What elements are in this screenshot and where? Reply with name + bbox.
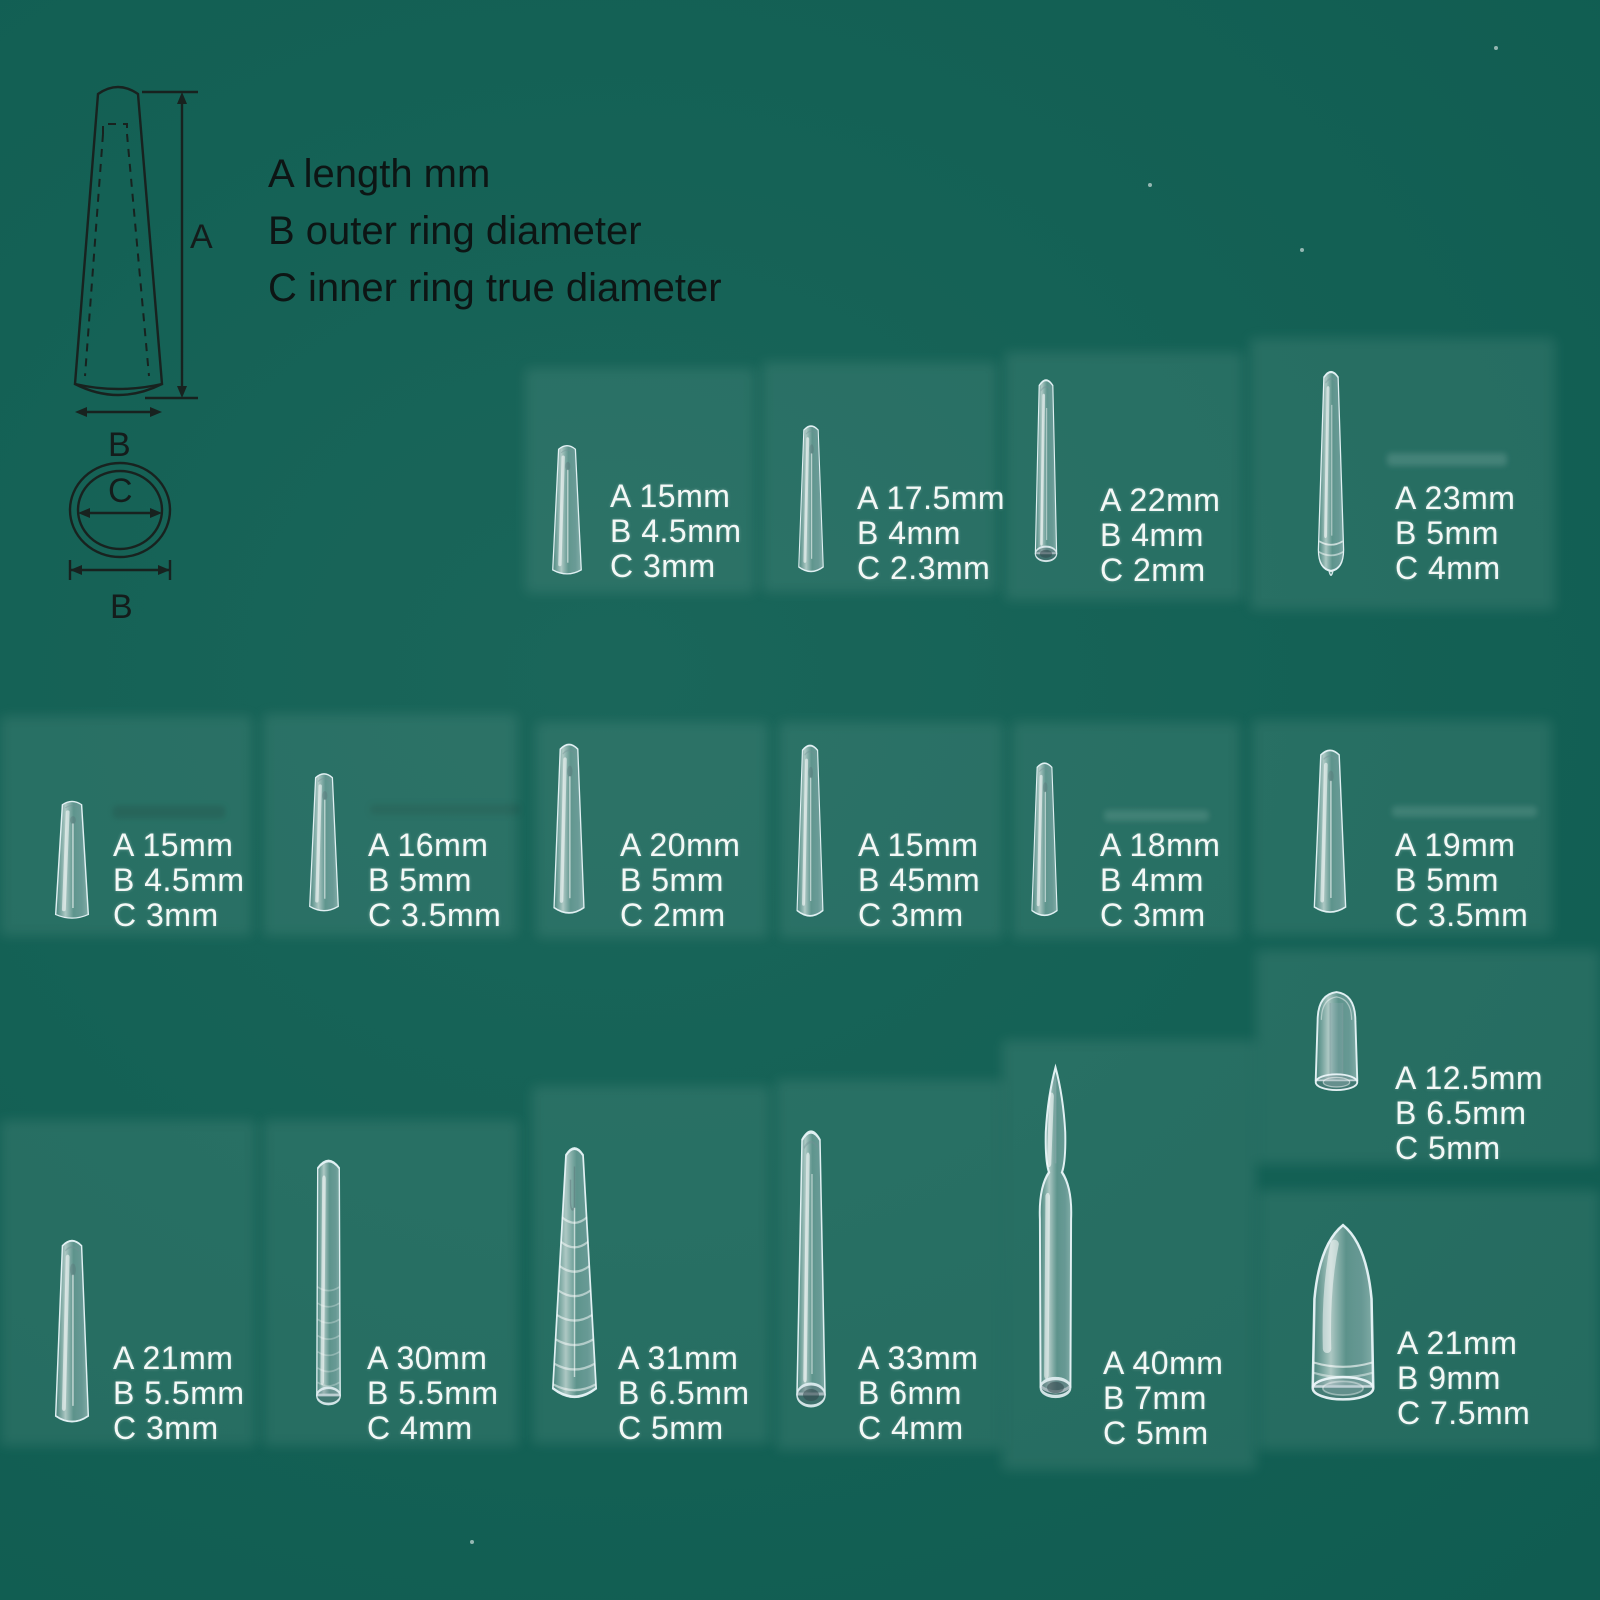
product-item <box>1252 720 1552 935</box>
product-item <box>1258 1190 1600 1450</box>
spec-outer: B 6.5mm <box>618 1375 750 1411</box>
spec-block <box>113 1341 245 1446</box>
spec-length: A 21mm <box>1397 1325 1518 1361</box>
product-item <box>1250 338 1555 610</box>
product-item <box>0 1120 256 1446</box>
spec-outer: B 5.5mm <box>367 1375 499 1411</box>
spec-block <box>113 828 245 933</box>
spec-block <box>610 479 742 584</box>
spec-outer: B 4mm <box>1100 862 1204 898</box>
spec-outer: B 5mm <box>620 862 724 898</box>
spec-inner: C 4mm <box>1395 550 1501 586</box>
tip-photo <box>1026 760 1063 919</box>
spec-inner: C 5mm <box>1103 1415 1209 1451</box>
spec-block <box>1395 828 1528 933</box>
spec-inner: C 5mm <box>1395 1130 1501 1166</box>
spec-length: A 16mm <box>368 827 489 863</box>
spec-length: A 17.5mm <box>857 480 1006 516</box>
spec-inner: C 3.5mm <box>1395 897 1529 933</box>
product-item <box>1005 352 1243 600</box>
product-item <box>263 714 517 936</box>
tip-photo <box>48 1237 96 1426</box>
spec-inner: C 3mm <box>113 897 219 933</box>
spec-outer: B 5mm <box>368 862 472 898</box>
diagram-label-b: B <box>108 426 131 464</box>
spec-inner: C 4mm <box>858 1410 964 1446</box>
spec-length: A 40mm <box>1103 1345 1224 1381</box>
legend <box>268 146 722 317</box>
diagram-label-c: C <box>108 472 133 510</box>
spec-inner: C 3mm <box>858 897 964 933</box>
product-item <box>532 1086 770 1444</box>
spec-block <box>857 481 1005 586</box>
product-item <box>263 1120 519 1446</box>
spec-block <box>1395 1061 1543 1166</box>
tip-photo <box>1023 1063 1088 1431</box>
product-item <box>1002 1040 1256 1470</box>
spec-inner: C 5mm <box>618 1410 724 1446</box>
tip-photo <box>1301 1220 1385 1426</box>
spec-length: A 19mm <box>1395 827 1516 863</box>
spec-inner: C 3mm <box>1100 897 1206 933</box>
spec-block <box>367 1341 499 1446</box>
spec-length: A 33mm <box>858 1340 979 1376</box>
spec-length: A 30mm <box>367 1340 488 1376</box>
tip-photo <box>1310 366 1352 578</box>
legend-line-c: C inner ring true diameter <box>268 266 722 310</box>
diagram-label-a: A <box>190 218 213 256</box>
product-item <box>536 722 768 938</box>
spec-outer: B 9mm <box>1397 1360 1501 1396</box>
tip-photo <box>793 423 829 575</box>
diagram-label-b-ring: B <box>110 588 133 623</box>
spec-inner: C 2mm <box>1100 552 1206 588</box>
tip-photo <box>1307 747 1353 916</box>
dust-speck <box>1494 46 1498 50</box>
tip-photo <box>1027 375 1065 573</box>
product-item <box>525 368 755 593</box>
spec-block <box>1395 481 1515 586</box>
tip-photo <box>303 771 345 914</box>
spec-block <box>1100 483 1220 588</box>
dust-speck <box>1300 248 1304 252</box>
spec-length: A 22mm <box>1100 482 1221 518</box>
spec-length: A 21mm <box>113 1340 234 1376</box>
spec-length: A 15mm <box>113 827 234 863</box>
spec-length: A 15mm <box>610 478 731 514</box>
spec-inner: C 3mm <box>610 548 716 584</box>
tip-photo <box>306 1152 351 1422</box>
tip-photo <box>1305 986 1368 1107</box>
spec-outer: B 5mm <box>1395 515 1499 551</box>
spec-outer: B 5.5mm <box>113 1375 245 1411</box>
spec-inner: C 3mm <box>113 1410 219 1446</box>
product-item <box>776 1080 1002 1450</box>
spec-length: A 12.5mm <box>1395 1060 1544 1096</box>
spec-outer: B 6.5mm <box>1395 1095 1527 1131</box>
spec-outer: B 4mm <box>1100 517 1204 553</box>
spec-block <box>858 828 980 933</box>
spec-outer: B 4.5mm <box>610 513 742 549</box>
spec-block <box>1397 1326 1530 1431</box>
spec-inner: C 2mm <box>620 897 726 933</box>
spec-block <box>368 828 501 933</box>
spec-length: A 18mm <box>1100 827 1221 863</box>
spec-outer: B 5mm <box>1395 862 1499 898</box>
spec-block <box>618 1341 750 1446</box>
spec-outer: B 45mm <box>858 862 981 898</box>
spec-length: A 15mm <box>858 827 979 863</box>
product-item <box>0 716 252 936</box>
product-item <box>1012 722 1240 938</box>
legend-line-a: A length mm <box>268 152 491 196</box>
spec-inner: C 3.5mm <box>368 897 502 933</box>
spec-block <box>1100 828 1220 933</box>
spec-outer: B 6mm <box>858 1375 962 1411</box>
spec-inner: C 7.5mm <box>1397 1395 1531 1431</box>
tip-photo <box>48 799 96 921</box>
spec-inner: C 4mm <box>367 1410 473 1446</box>
spec-inner: C 2.3mm <box>857 550 991 586</box>
spec-block <box>1103 1346 1223 1451</box>
tip-photo <box>547 741 591 917</box>
measurement-diagram <box>50 78 280 623</box>
legend-line-b: B outer ring diameter <box>268 209 642 253</box>
tip-photo <box>786 1124 836 1424</box>
spec-block <box>858 1341 978 1446</box>
spec-outer: B 7mm <box>1103 1380 1207 1416</box>
product-item <box>762 362 1006 592</box>
dust-speck <box>1148 183 1152 187</box>
spec-outer: B 4mm <box>857 515 961 551</box>
tip-photo <box>791 742 829 920</box>
dust-speck <box>470 1540 474 1544</box>
product-item <box>779 722 1003 938</box>
spec-outer: B 4.5mm <box>113 862 245 898</box>
tip-photo <box>546 443 588 577</box>
spec-length: A 31mm <box>618 1340 739 1376</box>
spec-length: A 23mm <box>1395 480 1516 516</box>
spec-block <box>620 828 740 933</box>
product-item <box>1256 950 1600 1164</box>
tip-photo <box>546 1142 603 1424</box>
spec-length: A 20mm <box>620 827 741 863</box>
